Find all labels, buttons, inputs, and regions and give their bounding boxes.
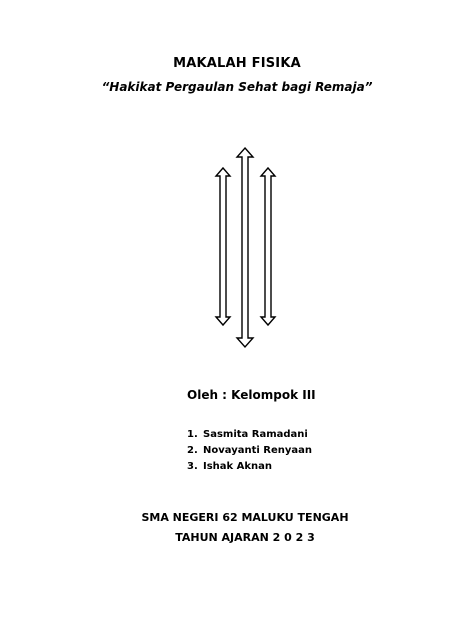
author-heading: Oleh : Kelompok III bbox=[187, 388, 316, 402]
list-item bbox=[187, 459, 312, 475]
document-subtitle: “Hakikat Pergaulan Sehat bagi Remaja” bbox=[101, 80, 373, 94]
document-title: MAKALAH FISIKA bbox=[173, 56, 301, 71]
list-item bbox=[187, 427, 312, 443]
member-name: Novayanti Renyaan bbox=[203, 445, 313, 456]
member-name: Ishak Aknan bbox=[203, 461, 273, 472]
triple-up-down-arrows-icon bbox=[205, 144, 285, 352]
member-number: 1. bbox=[187, 429, 198, 440]
academic-year: TAHUN AJARAN 2 0 2 3 bbox=[175, 531, 315, 544]
center-double-arrow-icon bbox=[237, 148, 253, 347]
list-item bbox=[187, 443, 312, 459]
member-number: 3. bbox=[187, 461, 198, 472]
member-name: Sasmita Ramadani bbox=[203, 429, 308, 440]
right-double-arrow-icon bbox=[261, 168, 275, 325]
left-double-arrow-icon bbox=[216, 168, 230, 325]
school-name: SMA NEGERI 62 MALUKU TENGAH bbox=[141, 511, 349, 524]
member-list bbox=[187, 427, 312, 475]
member-number: 2. bbox=[187, 445, 198, 456]
